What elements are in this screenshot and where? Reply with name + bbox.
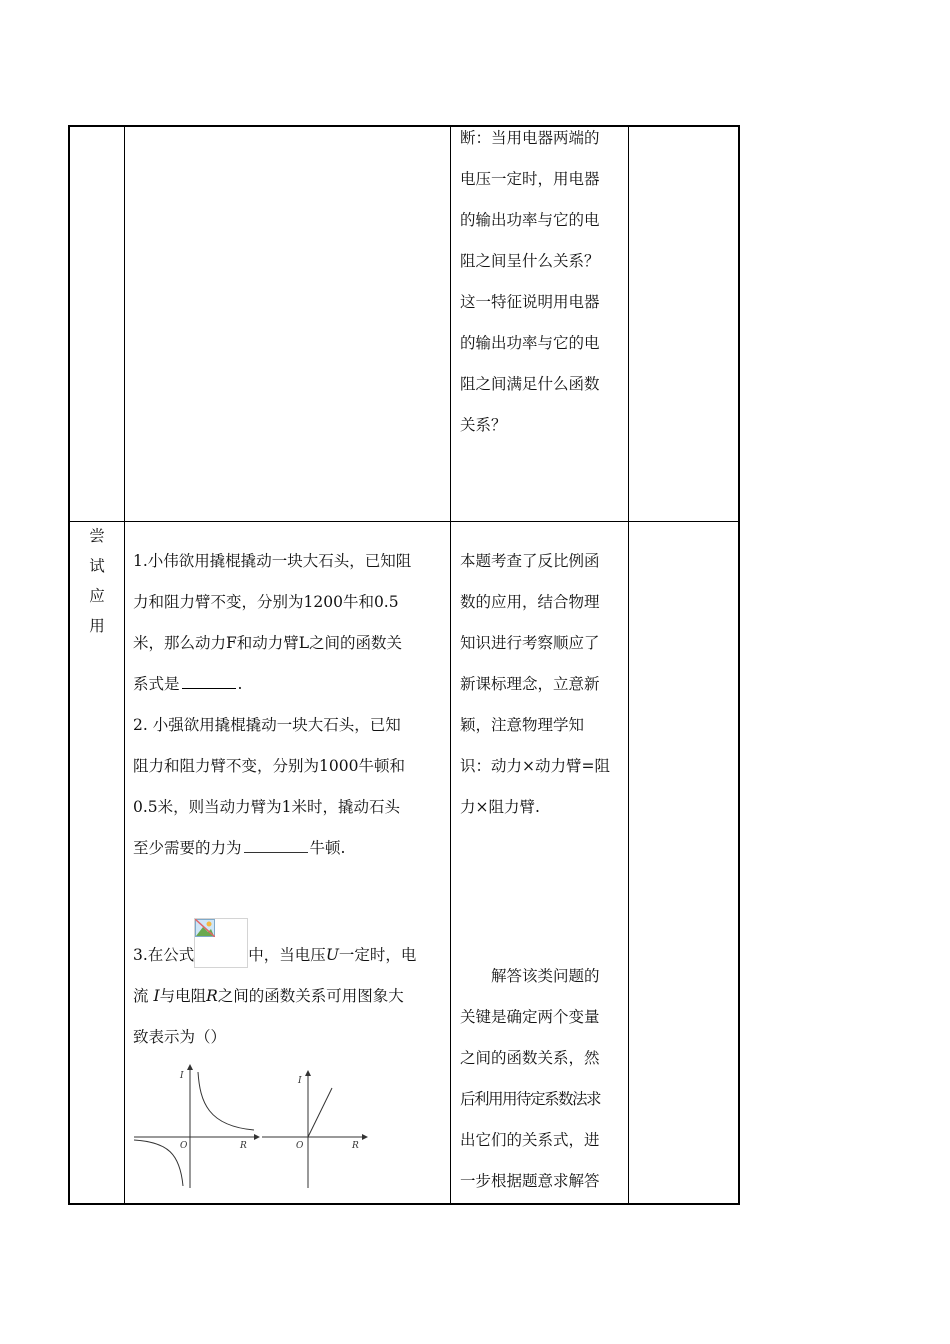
x-axis-label: R — [352, 1141, 359, 1151]
text-line: 这一特征说明用电器 — [460, 293, 600, 311]
answer-blank[interactable] — [182, 674, 236, 689]
table-top-border — [68, 125, 740, 127]
text-line: 一步根据题意求解答 — [460, 1172, 600, 1190]
origin-label: O — [180, 1141, 188, 1151]
text-line: 新课标理念，立意新 — [460, 675, 600, 693]
text-line: 断：当用电器两端的 — [460, 129, 600, 147]
text-line: 关键是确定两个变量 — [460, 1008, 600, 1026]
text-line: 出它们的关系式，进 — [460, 1131, 600, 1149]
broken-image-icon — [195, 919, 215, 937]
section-title — [70, 521, 124, 641]
section-char: 应 — [89, 587, 105, 605]
text-line: 致表示为（） — [133, 1028, 227, 1046]
text-line: 3.在公式 中，当电压U一定时，电 — [133, 918, 443, 976]
text-line: 阻之间呈什么关系？ — [460, 252, 600, 270]
line-through-origin — [308, 1088, 332, 1137]
column-divider-3 — [628, 125, 629, 1205]
question-1 — [133, 541, 443, 705]
y-axis-label: I — [298, 1076, 302, 1086]
text-line: 阻力和阻力臂不变，分别为1000牛顿和 — [133, 757, 405, 775]
row1-notes — [460, 118, 622, 446]
text-line: 本题考查了反比例函 — [460, 552, 600, 570]
text-line: 电压一定时，用电器 — [460, 170, 600, 188]
text-line: 力×阻力臂. — [460, 798, 540, 816]
text-line: 1.小伟欲用撬棍撬动一块大石头，已知阻 — [133, 552, 412, 570]
x-axis-label: R — [240, 1141, 247, 1151]
text-line: 知识进行考察顺应了 — [460, 634, 600, 652]
text-line: 2. 小强欲用撬棍撬动一块大石头，已知 — [133, 716, 401, 734]
text-line: 解答该类问题的 — [460, 967, 600, 985]
formula-image-placeholder — [194, 918, 248, 968]
text-line: 米，那么动力F和动力臂L之间的函数关 — [133, 634, 403, 652]
y-axis-label: I — [180, 1071, 184, 1081]
question-3 — [133, 918, 443, 1058]
row-divider — [68, 521, 740, 522]
text-line: 力和阻力臂不变，分别为1200牛和0.5 — [133, 593, 399, 611]
section-char: 试 — [89, 557, 105, 575]
x-axis-arrow — [362, 1134, 368, 1140]
text-line: 阻之间满足什么函数 — [460, 375, 600, 393]
curve-branch-negative — [134, 1140, 183, 1186]
column-divider-2 — [450, 125, 451, 1205]
table-bottom-border — [68, 1203, 740, 1205]
text-line: 的输出功率与它的电 — [460, 334, 600, 352]
graph-direct-proportion — [258, 1066, 370, 1190]
answer-blank[interactable] — [244, 838, 308, 853]
text-line: 颖，注意物理学知 — [460, 716, 585, 734]
comment-1 — [460, 541, 622, 828]
text-line: 的输出功率与它的电 — [460, 211, 600, 229]
text-line: 后利用用待定系数法求 — [460, 1090, 601, 1108]
column-divider-1 — [124, 125, 125, 1205]
text-line: 系式是 . — [133, 675, 243, 693]
text-line: 至少需要的力为 牛顿. — [133, 839, 346, 857]
text-line: 关系？ — [460, 416, 507, 434]
text-line: 0.5米，则当动力臂为1米时，撬动石头 — [133, 798, 401, 816]
table-left-border — [68, 125, 70, 1205]
y-axis-arrow — [305, 1070, 311, 1076]
graph-inverse-proportion — [130, 1062, 260, 1190]
section-char: 用 — [89, 617, 105, 635]
origin-label: O — [296, 1141, 304, 1151]
text-line: 数的应用，结合物理 — [460, 593, 600, 611]
question-2 — [133, 705, 443, 869]
text-line: 识：动力×动力臂=阻 — [460, 757, 610, 775]
y-axis-arrow — [187, 1064, 193, 1070]
curve-branch-positive — [198, 1072, 254, 1130]
text-line: 之间的函数关系，然 — [460, 1049, 600, 1067]
table-right-border — [738, 125, 740, 1205]
section-char: 尝 — [89, 527, 105, 545]
text-line: 流 I与电阻R之间的函数关系可用图象大 — [133, 987, 404, 1005]
comment-2 — [460, 956, 622, 1202]
